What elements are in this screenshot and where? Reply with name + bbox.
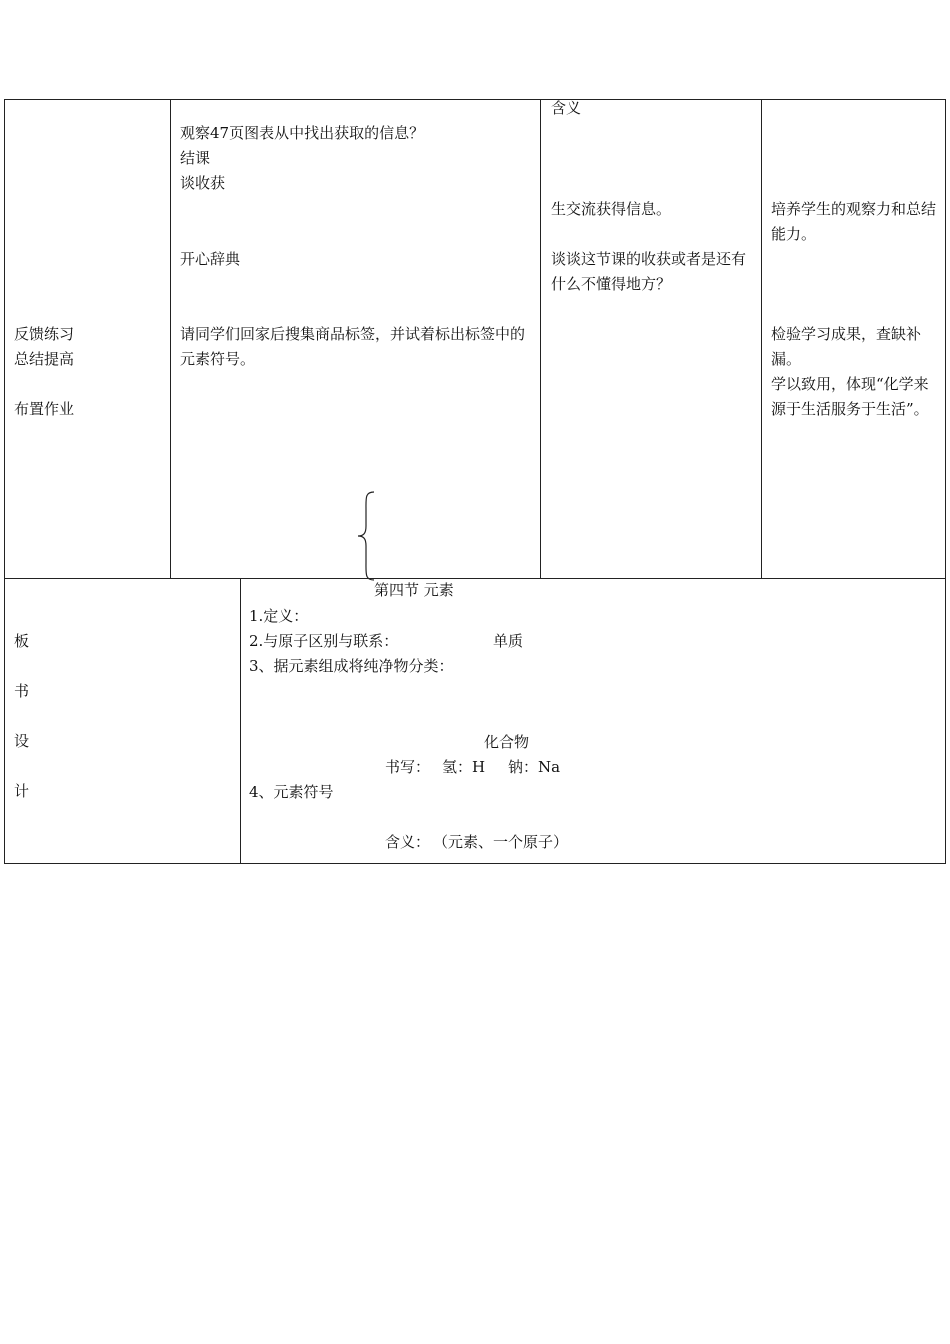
activity-harvest: 谈收获: [180, 174, 226, 192]
row-divider: [4, 578, 946, 579]
board-writing-label: 书写：: [385, 758, 431, 776]
board-item-classification: 3、据元素组成将纯净物分类：: [249, 657, 454, 675]
board-item-relation: 2.与原子区别与联系：: [249, 632, 399, 650]
top-table-top-border: [4, 99, 946, 100]
curly-brace-icon: [356, 490, 376, 582]
top-col-divider-3: [761, 99, 762, 579]
activity-observe: 观察47页图表从中找出获取的信息？: [180, 124, 425, 142]
stage-homework: 布置作业: [14, 400, 75, 418]
board-col-divider: [240, 578, 241, 864]
board-item-definition: 1.定义：: [249, 607, 309, 625]
activity-dictionary: 开心辞典: [180, 250, 241, 268]
board-label-char: 书: [14, 682, 30, 700]
board-simple-substance: 单质: [493, 632, 524, 650]
table-right-border: [945, 99, 946, 864]
student-exchange: 生交流获得信息。: [551, 200, 672, 218]
table-left-border: [4, 99, 5, 864]
board-compound: 化合物: [484, 733, 530, 751]
board-label-char: 板: [14, 632, 30, 650]
student-meaning: 含义: [551, 99, 582, 117]
board-item-symbol: 4、元素符号: [249, 783, 334, 801]
board-hydrogen: 氢：H: [442, 758, 486, 776]
stage-summary: 总结提高: [14, 350, 75, 368]
stage-feedback: 反馈练习: [14, 325, 75, 343]
board-label-char: 设: [14, 732, 30, 750]
board-meaning-label: 含义：: [385, 833, 431, 851]
board-sodium: 钠：Na: [508, 758, 561, 776]
intent-check: 检验学习成果，查缺补漏。: [771, 325, 922, 368]
top-col-divider-1: [170, 99, 171, 579]
intent-apply: 学以致用，体现“化学来源于生活服务于生活”。: [771, 375, 929, 418]
table-bottom-border: [4, 863, 946, 864]
board-title: 第四节 元素: [374, 581, 454, 599]
top-col-divider-2: [540, 99, 541, 579]
intent-observe-ability: 培养学生的观察力和总结能力。: [771, 200, 937, 243]
activity-conclude: 结课: [180, 149, 211, 167]
student-reflect: 谈谈这节课的收获或者是还有什么不懂得地方？: [551, 250, 747, 293]
board-meaning-value: （元素、一个原子）: [433, 833, 569, 851]
activity-homework: 请同学们回家后搜集商品标签，并试着标出标签中的元素符号。: [180, 325, 526, 368]
board-label-char: 计: [14, 782, 30, 800]
